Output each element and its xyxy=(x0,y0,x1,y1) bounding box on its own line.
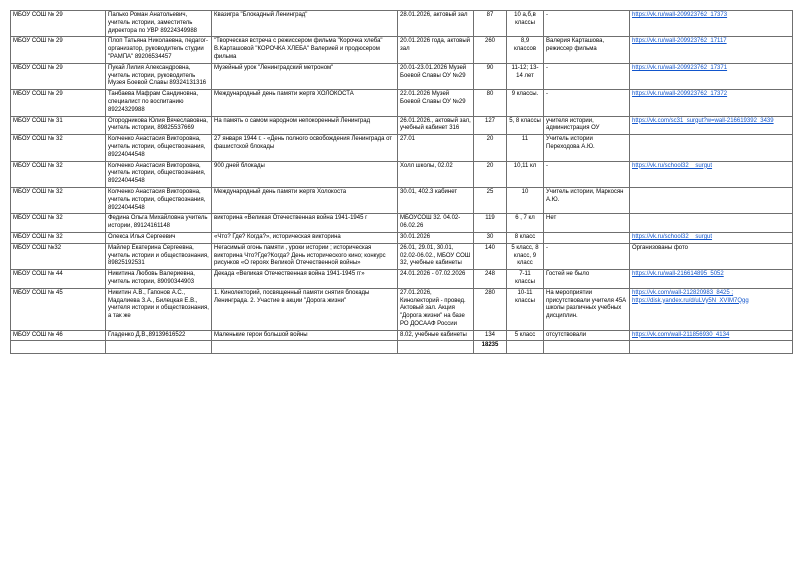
cell-count: 87 xyxy=(474,11,507,37)
cell-date-place: Холл школы, 02.02 xyxy=(398,161,474,187)
cell-notes: - xyxy=(544,243,630,269)
cell-count: 20 xyxy=(474,135,507,161)
cell-notes: На мероприятии присутствовали учителя 45А школы различных учебных дисциплин. xyxy=(544,288,630,330)
total-cell-empty xyxy=(11,341,106,354)
cell-count: 90 xyxy=(474,63,507,89)
total-cell-empty xyxy=(507,341,544,354)
cell-event: 27 января 1944 г. - «День полного освобождения Ленинграда от фашистской блокады xyxy=(212,135,398,161)
cell-date-place: 26.01.2026., актовый зал, учебный кабинет 316 xyxy=(398,116,474,135)
cell-teacher: Колченко Анастасия Викторовна, учитель истории, обществознания, 89224044548 xyxy=(106,161,212,187)
cell-event: 1. Кинолекторий, посвященный памяти снятия блокады Ленинграда. 2. Участие в акции "Дорога жизни" xyxy=(212,288,398,330)
cell-teacher: Гладенко Д.В.,89139616522 xyxy=(106,330,212,341)
vk-link[interactable]: https://vk.ru/school32__surgut xyxy=(632,233,713,240)
cell-link xyxy=(630,214,793,233)
cell-teacher: Плоп Татьяна Николаевна, педагог-организатор, руководитель студии "РАМПА" 89206534457 xyxy=(106,37,212,63)
cell-classes: 11 xyxy=(507,135,544,161)
cell-link xyxy=(630,63,793,89)
cell-notes: - xyxy=(544,63,630,89)
table-row xyxy=(11,288,793,330)
cell-school: МБОУ СОШ № 45 xyxy=(11,288,106,330)
vk-link[interactable]: https://vk.ru/wall-216614895_5052 xyxy=(632,271,724,278)
cell-count: 80 xyxy=(474,90,507,116)
cell-date-place: 27.01 xyxy=(398,135,474,161)
cell-link xyxy=(630,37,793,63)
cell-date-place: 20.01-23.01.2026 Музей Боевой Славы ОУ №29 xyxy=(398,63,474,89)
cell-notes: - xyxy=(544,161,630,187)
cell-date-place: 28.01.2026, актовый зал xyxy=(398,11,474,37)
cell-count: 280 xyxy=(474,288,507,330)
cell-teacher: Колченко Анастасия Викторовна, учитель истории, обществознания, 89224044548 xyxy=(106,187,212,213)
total-cell-empty xyxy=(630,341,793,354)
cell-notes xyxy=(544,232,630,243)
link-cell-note: Организованы фото xyxy=(632,244,688,251)
cell-link xyxy=(630,288,793,330)
cell-school: МБОУ СОШ № 32 xyxy=(11,161,106,187)
cell-event: Маленькие герои большой войны xyxy=(212,330,398,341)
cell-link xyxy=(630,90,793,116)
cell-notes: Нет xyxy=(544,214,630,233)
cell-classes: 6 , 7 кл xyxy=(507,214,544,233)
cell-school: МБОУ СОШ № 46 xyxy=(11,330,106,341)
cell-school: МБОУ СОШ № 29 xyxy=(11,11,106,37)
cell-date-place: 8.02, учебные кабинеты xyxy=(398,330,474,341)
cell-event: викторина «Великая Отечественная война 1941-1945 г xyxy=(212,214,398,233)
cell-teacher: Танбаева Мафрам Сандиновна, специалист по воспитанию 89224329988 xyxy=(106,90,212,116)
table-row xyxy=(11,187,793,213)
table-row xyxy=(11,11,793,37)
total-count: 18235 xyxy=(474,341,507,354)
cell-link xyxy=(630,330,793,341)
cell-link xyxy=(630,135,793,161)
cell-classes: 10,11 кл xyxy=(507,161,544,187)
cell-link xyxy=(630,232,793,243)
cell-date-place: 30.01.2026 xyxy=(398,232,474,243)
cell-notes: Гостей не было xyxy=(544,270,630,289)
cell-notes: - xyxy=(544,11,630,37)
cell-count: 260 xyxy=(474,37,507,63)
vk-link[interactable]: https://vk.com/wall-211856930_4134 xyxy=(632,331,730,338)
cell-count: 134 xyxy=(474,330,507,341)
cell-count: 119 xyxy=(474,214,507,233)
cell-school: МБОУ СОШ № 32 xyxy=(11,232,106,243)
total-row xyxy=(11,341,793,354)
cell-school: МБОУ СОШ №32 xyxy=(11,243,106,269)
cell-school: МБОУ СОШ № 29 xyxy=(11,63,106,89)
vk-link[interactable]: https://vk.ru/wall-209923762_17117 xyxy=(632,38,727,45)
cell-notes: Учитель истории Переходова А.Ю. xyxy=(544,135,630,161)
cell-count: 20 xyxy=(474,161,507,187)
cell-event: Международный день памяти жертв Холокоста xyxy=(212,187,398,213)
cell-school: МБОУ СОШ № 32 xyxy=(11,187,106,213)
vk-link[interactable]: https://vk.ru/wall-209923762_17371 xyxy=(632,64,728,71)
cell-count: 140 xyxy=(474,243,507,269)
cell-date-place: 20.01.2026 года, актовый зал xyxy=(398,37,474,63)
cell-teacher: Никитин А.В., Гапонов А.С., Мадалиева З.А., Билецкая Е.В., учителя истории и обществознания, а так же xyxy=(106,288,212,330)
cell-school: МБОУ СОШ № 44 xyxy=(11,270,106,289)
table-row xyxy=(11,270,793,289)
cell-classes: 10-11 классы xyxy=(507,288,544,330)
total-cell-empty xyxy=(544,341,630,354)
total-cell-empty xyxy=(398,341,474,354)
events-table xyxy=(10,10,793,354)
vk-link[interactable]: https://vk.com/sc31_surgut?w=wall-216619392_3439 xyxy=(632,117,774,124)
cell-teacher: Федина Ольга Михайловна учитель истории, 89124161148 xyxy=(106,214,212,233)
vk-link[interactable]: https://vk.com/wall-212820983_8425 ; xyxy=(632,289,734,296)
cell-notes: Валерия Карташова, режиссер фильма xyxy=(544,37,630,63)
cell-teacher: Олекса Илья Сергеевич xyxy=(106,232,212,243)
table-row xyxy=(11,214,793,233)
cell-classes: 11-12; 13-14 лет xyxy=(507,63,544,89)
cell-count: 30 xyxy=(474,232,507,243)
total-cell-empty xyxy=(106,341,212,354)
cell-teacher: Огородникова Юлия Вячеславовна, учитель истории, 89825537669 xyxy=(106,116,212,135)
cell-count: 248 xyxy=(474,270,507,289)
cell-link xyxy=(630,270,793,289)
cell-classes: 10 а,б,в классы xyxy=(507,11,544,37)
cell-notes: Учитель истории, Маркосян А.Ю. xyxy=(544,187,630,213)
cell-school: МБОУ СОШ № 29 xyxy=(11,37,106,63)
cell-teacher: Пукай Лилия Александровна, учитель истории, руководитель Музея Боевой Славы 89324131316 xyxy=(106,63,212,89)
table-body xyxy=(11,11,793,341)
cell-teacher: Палько Роман Анатольевич, учитель истории, заместитель директора по УВР 89224349988 xyxy=(106,11,212,37)
cell-event: Декада «Великая Отечественная война 1941-1945 гг» xyxy=(212,270,398,289)
cell-event: «Что? Где? Когда?», историческая викторина xyxy=(212,232,398,243)
cell-teacher: Колченко Анастасия Викторовна, учитель истории, обществознания, 89224044548 xyxy=(106,135,212,161)
cell-date-place: 24.01.2026 - 07.02.2026 xyxy=(398,270,474,289)
cell-link xyxy=(630,11,793,37)
cell-event: Международный день памяти жертв ХОЛОКОСТА xyxy=(212,90,398,116)
cell-classes: 5, 8 классы xyxy=(507,116,544,135)
cell-classes: 5 класс, 8 класс, 9 класс xyxy=(507,243,544,269)
cell-event: Квазигра "Блокадный Ленинград" xyxy=(212,11,398,37)
table-row xyxy=(11,330,793,341)
vk-link[interactable]: https://vk.ru/school32__surgut xyxy=(632,162,713,169)
table-row xyxy=(11,161,793,187)
cell-notes: - xyxy=(544,90,630,116)
cell-classes: 8,9 классов xyxy=(507,37,544,63)
table-row xyxy=(11,135,793,161)
cell-school: МБОУ СОШ № 32 xyxy=(11,214,106,233)
cell-date-place: МБОУСОШ 32. 04.02-06.02.26 xyxy=(398,214,474,233)
cell-classes: 10 xyxy=(507,187,544,213)
table-row xyxy=(11,243,793,269)
cell-event: На память о самом народном непокоренный Ленинград xyxy=(212,116,398,135)
vk-link[interactable]: https://vk.ru/wall-209923762_17373 xyxy=(632,12,728,18)
cell-teacher: Майлер Екатерина Сергеевна, учитель истории и обществознания, 89825192531 xyxy=(106,243,212,269)
cell-teacher: Никитина Любовь Валериевна, учитель истории, 89090344903 xyxy=(106,270,212,289)
cell-link xyxy=(630,243,793,269)
cell-classes: 9 классы. xyxy=(507,90,544,116)
cell-date-place: 30.01, 402.3 кабинет xyxy=(398,187,474,213)
table-row xyxy=(11,116,793,135)
cell-link xyxy=(630,116,793,135)
cell-notes: отсутствовали xyxy=(544,330,630,341)
table-row xyxy=(11,37,793,63)
cell-school: МБОУ СОШ № 32 xyxy=(11,135,106,161)
cell-link xyxy=(630,187,793,213)
cell-link xyxy=(630,161,793,187)
cell-event: Музейный урок "Ленинградский метроном" xyxy=(212,63,398,89)
cell-date-place: 27.01.2026, Кинолекторий - провед. Актовый зал. Акция "Дорога жизни" на базе РО ДОСААФ России xyxy=(398,288,474,330)
cell-notes: учителя истории, администрация ОУ xyxy=(544,116,630,135)
cell-school: МБОУ СОШ № 29 xyxy=(11,90,106,116)
cell-date-place: 26.01, 29.01, 30.01, 02.02-06.02., МБОУ СОШ 32, учебные кабинеты xyxy=(398,243,474,269)
cell-date-place: 22.01.2026 Музей Боевой Славы ОУ №29 xyxy=(398,90,474,116)
cell-count: 25 xyxy=(474,187,507,213)
table-row xyxy=(11,232,793,243)
table-row xyxy=(11,90,793,116)
cell-event: 900 дней блокады xyxy=(212,161,398,187)
total-cell-empty xyxy=(212,341,398,354)
vk-link[interactable]: https://disk.yandex.ru/d/uLVy5N_XVIM7Qgg xyxy=(632,297,749,304)
cell-count: 127 xyxy=(474,116,507,135)
table-row xyxy=(11,63,793,89)
vk-link[interactable]: https://vk.ru/wall-209923762_17372 xyxy=(632,91,728,98)
cell-event: "Творческая встреча с режиссером фильма "Корочка хлеба" В.Карташовой "КОРОЧКА ХЛЕБА" Валерией и продюсером фильма xyxy=(212,37,398,63)
cell-classes: 5 класс xyxy=(507,330,544,341)
cell-event: Негасимый огонь памяти , уроки истории ; историческая викторина Что?Где?Когда? День исторического кино; конкурс рисунков «О героях Великой Отечественной войны» xyxy=(212,243,398,269)
cell-classes: 8 класс xyxy=(507,232,544,243)
cell-school: МБОУ СОШ № 31 xyxy=(11,116,106,135)
cell-classes: 7-11 классы xyxy=(507,270,544,289)
